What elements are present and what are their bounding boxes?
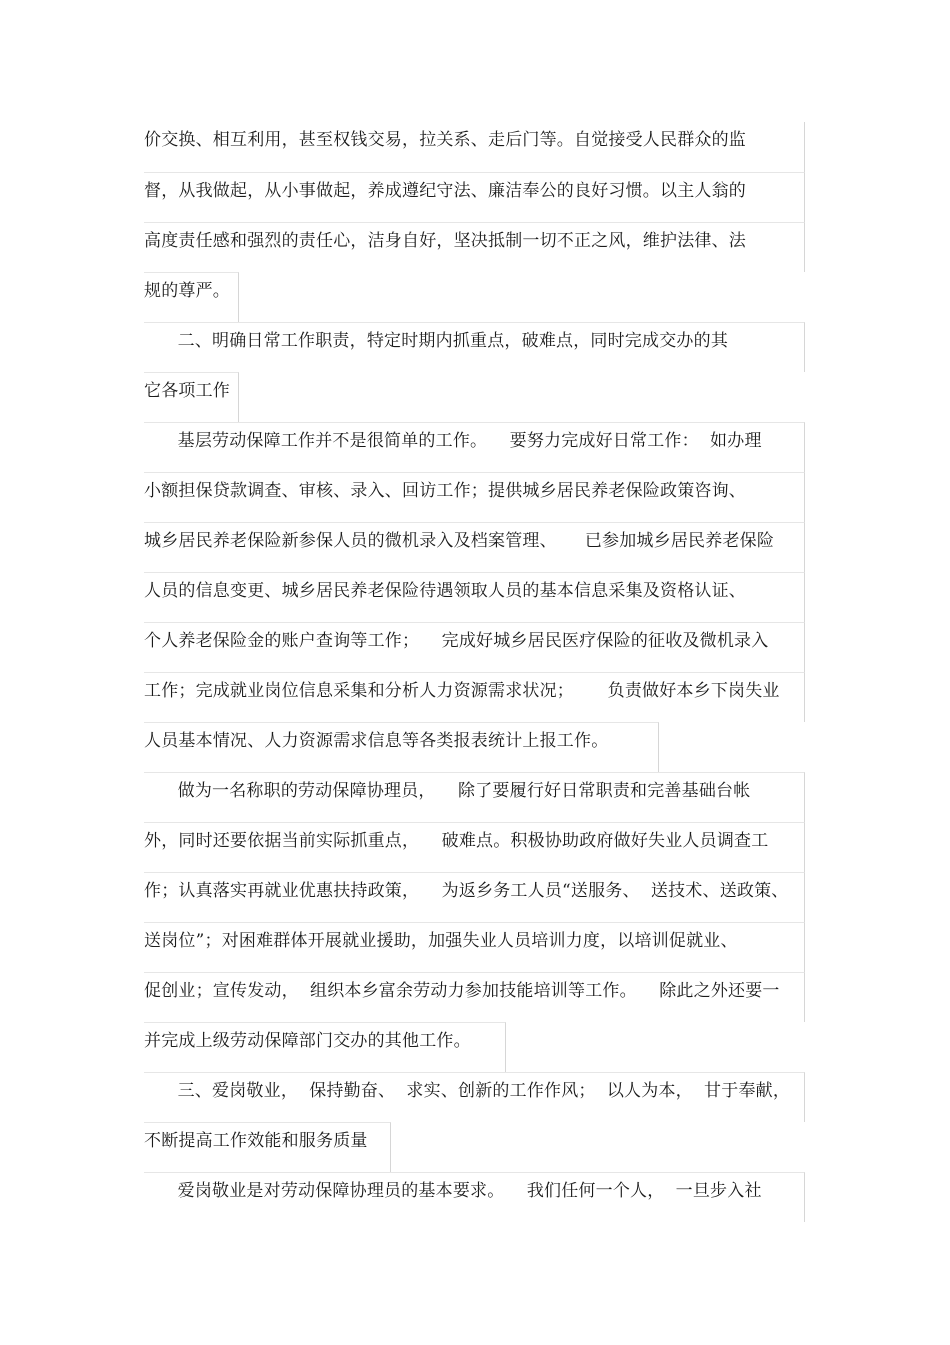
text-line: 做为一名称职的劳动保障协理员， 除了要履行好日常职责和完善基础台帐 bbox=[144, 772, 805, 822]
text-line: 个人养老保险金的账户查询等工作； 完成好城乡居民医疗保险的征收及微机录入 bbox=[144, 622, 805, 672]
text-line: 外，同时还要依据当前实际抓重点， 破难点。积极协助政府做好失业人员调查工 bbox=[144, 822, 805, 872]
text-line: 高度责任感和强烈的责任心，洁身自好，坚决抵制一切不正之风，维护法律、法 bbox=[144, 222, 805, 272]
text-line: 人员的信息变更、城乡居民养老保险待遇领取人员的基本信息采集及资格认证、 bbox=[144, 572, 805, 622]
text-line: 不断提高工作效能和服务质量 bbox=[144, 1122, 391, 1172]
text-line: 小额担保贷款调查、审核、录入、回访工作；提供城乡居民养老保险政策咨询、 bbox=[144, 472, 805, 522]
text-line: 基层劳动保障工作并不是很简单的工作。 要努力完成好日常工作： 如办理 bbox=[144, 422, 805, 472]
text-line: 价交换、相互利用，甚至权钱交易，拉关系、走后门等。自觉接受人民群众的监 bbox=[144, 122, 805, 172]
text-line: 并完成上级劳动保障部门交办的其他工作。 bbox=[144, 1022, 506, 1072]
text-line: 作；认真落实再就业优惠扶持政策， 为返乡务工人员“送服务、 送技术、送政策、 bbox=[144, 872, 805, 922]
text-line: 二、明确日常工作职责，特定时期内抓重点，破难点，同时完成交办的其 bbox=[144, 322, 805, 372]
text-line: 规的尊严。 bbox=[144, 272, 239, 322]
text-line: 送岗位”；对困难群体开展就业援助，加强失业人员培训力度，以培训促就业、 bbox=[144, 922, 805, 972]
text-line: 督，从我做起，从小事做起，养成遵纪守法、廉洁奉公的良好习惯。以主人翁的 bbox=[144, 172, 805, 222]
text-line: 城乡居民养老保险新参保人员的微机录入及档案管理、 已参加城乡居民养老保险 bbox=[144, 522, 805, 572]
text-line: 人员基本情况、人力资源需求信息等各类报表统计上报工作。 bbox=[144, 722, 659, 772]
text-line: 工作；完成就业岗位信息采集和分析人力资源需求状况； 负责做好本乡下岗失业 bbox=[144, 672, 805, 722]
text-line: 促创业；宣传发动， 组织本乡富余劳动力参加技能培训等工作。 除此之外还要一 bbox=[144, 972, 805, 1022]
text-line: 爱岗敬业是对劳动保障协理员的基本要求。 我们任何一个人， 一旦步入社 bbox=[144, 1172, 805, 1222]
text-line: 它各项工作 bbox=[144, 372, 239, 422]
text-line: 三、爱岗敬业， 保持勤奋、 求实、创新的工作作风； 以人为本， 甘于奉献， bbox=[144, 1072, 805, 1122]
